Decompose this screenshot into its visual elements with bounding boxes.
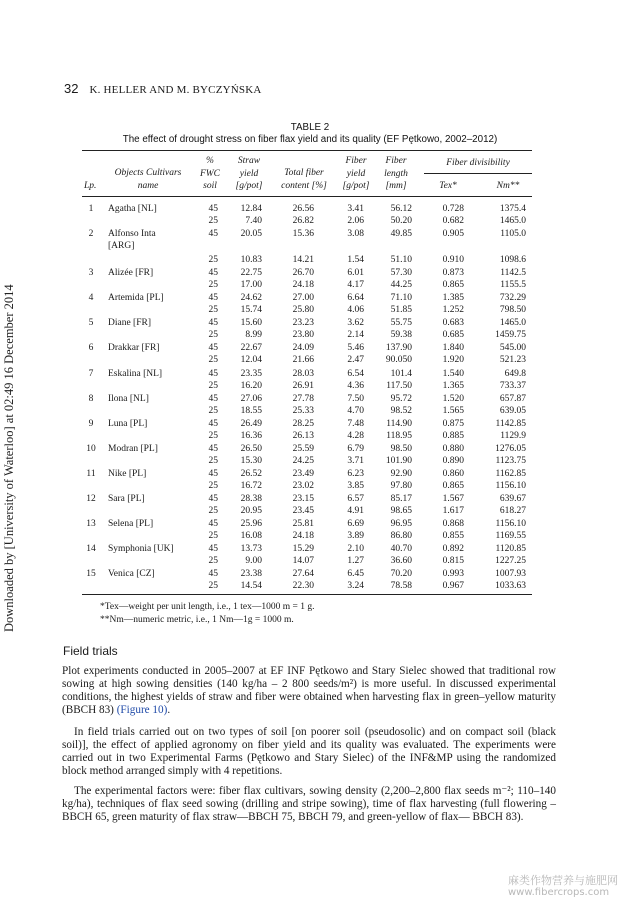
table-cell: 23.15 xyxy=(292,494,314,505)
table-cell: 732.29 xyxy=(499,293,526,304)
table-cell: 1142.85 xyxy=(495,418,526,429)
table-cell: 51.10 xyxy=(390,255,412,265)
table-cell: 45 xyxy=(208,544,218,555)
table-cell: 45 xyxy=(208,293,218,304)
table-cell: 98.65 xyxy=(390,506,412,516)
table-cell: 0.855 xyxy=(442,531,464,542)
table-cell: 12.84 xyxy=(240,204,262,214)
cultivar-name: Diane [FR] xyxy=(108,318,152,329)
table-cell: 101.4 xyxy=(390,368,412,379)
row-number: 14 xyxy=(86,544,96,555)
table-cell: 3.62 xyxy=(347,318,364,329)
table-cell: 45 xyxy=(208,519,218,530)
table-cell: 78.58 xyxy=(390,581,412,592)
table-cell: 28.25 xyxy=(292,418,314,429)
table-cell: 45 xyxy=(208,268,218,279)
table-cell: 15.29 xyxy=(292,544,314,555)
table-header-rule xyxy=(82,196,532,197)
table-cell: 13.73 xyxy=(240,544,262,555)
table-cell: 0.880 xyxy=(442,443,464,454)
table-cell: 17.00 xyxy=(240,280,262,291)
table-cell: 26.52 xyxy=(240,468,262,479)
table-cell: 1169.55 xyxy=(495,531,526,542)
divisibility-rule xyxy=(424,173,532,174)
col-lp: Lp. xyxy=(84,181,97,191)
table-cell: 96.95 xyxy=(390,519,412,530)
table-cell: 14.07 xyxy=(292,556,314,567)
table-cell: 28.03 xyxy=(292,368,314,379)
table-cell: 98.50 xyxy=(390,443,412,454)
table-cell: 22.30 xyxy=(292,581,314,592)
table-cell: 3.71 xyxy=(347,455,364,466)
table-cell: 3.89 xyxy=(347,531,364,542)
table-cell: 45 xyxy=(208,229,218,240)
row-number: 12 xyxy=(86,494,96,505)
table-cell: 1120.85 xyxy=(495,544,526,555)
table-cell: 0.685 xyxy=(442,330,464,341)
table-cell: 1465.0 xyxy=(499,215,526,226)
table-cell: 26.56 xyxy=(292,204,314,214)
table-cell: 45 xyxy=(208,393,218,404)
paragraph-3: The experimental factors were: fiber flax cultivars, sowing density (2,200–2,800 flax seeds m⁻²; 110–140 kg/ha), techniques of flax seed sowing (drilling and stripe sowing), time of flax harvesting (full flowering – BBCH 65, green maturity of flax straw—BBCH 75, BBCH 79, and green-yellow of flax— BBCH 83). xyxy=(62,785,556,824)
table-cell: 3.24 xyxy=(347,581,364,592)
table-cell: 6.23 xyxy=(347,468,364,479)
row-number: 13 xyxy=(86,519,96,530)
table-cell: 98.52 xyxy=(390,405,412,416)
table-cell: 2.06 xyxy=(347,215,364,226)
table-cell: 15.36 xyxy=(292,229,314,240)
table-cell: 6.54 xyxy=(347,368,364,379)
col-nm: Nm** xyxy=(496,181,520,191)
table-cell: 45 xyxy=(208,494,218,505)
col-straw-yield: Straw yield [g/pot] xyxy=(235,156,263,191)
table-cell: 1.540 xyxy=(442,368,464,379)
table-cell: 618.27 xyxy=(499,506,526,516)
table-cell: 0.993 xyxy=(442,569,464,580)
table-cell: 3.85 xyxy=(347,480,364,491)
table-cell: 26.70 xyxy=(292,268,314,279)
table-cell: 6.64 xyxy=(347,293,364,304)
table-cell: 22.75 xyxy=(240,268,262,279)
cultivar-name: Nike [PL] xyxy=(108,468,147,479)
table-cell: 0.905 xyxy=(442,229,464,240)
cultivar-name: Agatha [NL] xyxy=(108,204,157,214)
table-cell: 1.385 xyxy=(442,293,464,304)
cultivar-name: Drakkar [FR] xyxy=(108,343,160,354)
table-cell: 0.682 xyxy=(442,215,464,226)
table-cell: 1156.10 xyxy=(495,480,526,491)
table-cell: 25 xyxy=(208,581,218,592)
cultivar-name: [ARG] xyxy=(108,241,135,252)
table-cell: 25 xyxy=(208,355,218,366)
table-cell: 85.17 xyxy=(390,494,412,505)
table-cell: 649.8 xyxy=(504,368,526,379)
table-cell: 70.20 xyxy=(390,569,412,580)
table-cell: 45 xyxy=(208,569,218,580)
table-cell: 15.30 xyxy=(240,455,262,466)
col-fiber-length: Fiber length [mm] xyxy=(384,156,408,191)
author-names: K. HELLER AND M. BYCZYŃSKA xyxy=(89,84,262,96)
col-fwc: % FWC soil xyxy=(199,156,221,191)
table-cell: 16.20 xyxy=(240,380,262,391)
running-header xyxy=(64,81,262,97)
table-cell: 0.868 xyxy=(442,519,464,530)
table-cell: 27.78 xyxy=(292,393,314,404)
table-cell: 14.21 xyxy=(292,255,314,265)
download-notice: Downloaded by [University of Waterloo] at 02:49 16 December 2014 xyxy=(2,284,16,632)
table-cell: 26.91 xyxy=(292,380,314,391)
table-cell: 118.95 xyxy=(386,430,412,441)
table-cell: 27.00 xyxy=(292,293,314,304)
table-cell: 25 xyxy=(208,455,218,466)
cultivar-name: Eskalina [NL] xyxy=(108,368,163,379)
table-cell: 1156.10 xyxy=(495,519,526,530)
table-cell: 22.67 xyxy=(240,343,262,354)
table-cell: 4.36 xyxy=(347,380,364,391)
cultivar-name: Luna [PL] xyxy=(108,418,148,429)
table-cell: 24.09 xyxy=(292,343,314,354)
table-cell: 0.875 xyxy=(442,418,464,429)
table-cell: 2.14 xyxy=(347,330,364,341)
row-number: 15 xyxy=(86,569,96,580)
table-cell: 86.80 xyxy=(390,531,412,542)
table-cell: 1.617 xyxy=(442,506,464,516)
table-cell: 3.41 xyxy=(347,204,364,214)
row-number: 2 xyxy=(88,229,94,240)
table-cell: 23.49 xyxy=(292,468,314,479)
table-cell: 114.90 xyxy=(386,418,412,429)
table-cell: 521.23 xyxy=(499,355,526,366)
table-cell: 733.37 xyxy=(499,380,526,391)
cultivar-name: Symphonia [UK] xyxy=(108,544,174,555)
section-heading: Field trials xyxy=(63,644,118,658)
table-cell: 0.865 xyxy=(442,280,464,291)
table-cell: 12.04 xyxy=(240,355,262,366)
table-cell: 59.38 xyxy=(390,330,412,341)
table-cell: 6.79 xyxy=(347,443,364,454)
table-cell: 25 xyxy=(208,280,218,291)
table-cell: 92.90 xyxy=(390,468,412,479)
table-cell: 545.00 xyxy=(499,343,526,354)
table-cell: 6.01 xyxy=(347,268,364,279)
table-cell: 90.050 xyxy=(385,355,412,366)
table-cell: 23.23 xyxy=(292,318,314,329)
row-number: 7 xyxy=(88,368,94,379)
table-cell: 28.38 xyxy=(240,494,262,505)
table-cell: 0.860 xyxy=(442,468,464,479)
table-cell: 1.565 xyxy=(442,405,464,416)
table-cell: 5.46 xyxy=(347,343,364,354)
table-cell: 20.95 xyxy=(240,506,262,516)
table-cell: 25.96 xyxy=(240,519,262,530)
table-cell: 6.69 xyxy=(347,519,364,530)
table-cell: 1129.9 xyxy=(500,430,526,441)
table-cell: 25 xyxy=(208,430,218,441)
col-objects: Objects Cultivars name xyxy=(114,168,182,191)
table-cell: 40.70 xyxy=(390,544,412,555)
table-cell: 3.08 xyxy=(347,229,364,240)
table-cell: 50.20 xyxy=(390,215,412,226)
paragraph-2: In field trials carried out on two types of soil [on poorer soil (pseudosolic) and on compact soil (black soil)], the effect of applied agronomy on fiber yield and its quality was evaluated. The experiments were carried out in two Experimental Farms (Pętkowo and Stary Sielec) of the INF&MP using the randomized block method arranged simply with 4 repetitions. xyxy=(62,726,556,778)
table-cell: 6.57 xyxy=(347,494,364,505)
col-fiber-divisibility: Fiber divisibility xyxy=(446,158,510,168)
footnote-nm: **Nm—numeric metric, i.e., 1 Nm—1g = 1000 m. xyxy=(100,615,294,625)
table-cell: 24.62 xyxy=(240,293,262,304)
table-cell: 25 xyxy=(208,380,218,391)
table-cell: 45 xyxy=(208,418,218,429)
table-cell: 25.33 xyxy=(292,405,314,416)
table-cell: 23.45 xyxy=(292,506,314,516)
table-cell: 0.865 xyxy=(442,480,464,491)
table-cell: 45 xyxy=(208,343,218,354)
table-cell: 14.54 xyxy=(240,581,262,592)
table-cell: 25.81 xyxy=(292,519,314,530)
table-cell: 25.80 xyxy=(292,305,314,316)
table-cell: 27.06 xyxy=(240,393,262,404)
table-cell: 25 xyxy=(208,405,218,416)
paragraph-1: Plot experiments conducted in 2005–2007 at EF INF Pętkowo and Stary Sielec showed that traditional row sowing at high sowing densities (140 kg/ha – 2 800 seeds/m²) is more useful. In discussed experimental conditions, the highest yields of straw and fiber were obtained when harvesting flax in green–yellow maturity (BBCH 83) (Figure 10). xyxy=(62,665,556,717)
row-number: 9 xyxy=(88,418,94,429)
table-cell: 26.13 xyxy=(292,430,314,441)
table-cell: 6.45 xyxy=(347,569,364,580)
table-cell: 1.54 xyxy=(347,255,364,265)
table-cell: 1276.05 xyxy=(495,443,526,454)
table-cell: 24.18 xyxy=(292,531,314,542)
table-cell: 71.10 xyxy=(390,293,412,304)
table-cell: 0.892 xyxy=(442,544,464,555)
table-cell: 0.910 xyxy=(442,255,464,265)
table-cell: 1227.25 xyxy=(495,556,526,567)
table-cell: 4.91 xyxy=(347,506,364,516)
table-cell: 16.72 xyxy=(240,480,262,491)
table-cell: 10.83 xyxy=(240,255,262,265)
table-cell: 1.27 xyxy=(347,556,364,567)
row-number: 4 xyxy=(88,293,94,304)
table-cell: 4.17 xyxy=(347,280,364,291)
table-cell: 0.683 xyxy=(442,318,464,329)
row-number: 11 xyxy=(86,468,96,479)
table-cell: 26.49 xyxy=(240,418,262,429)
table-cell: 137.90 xyxy=(385,343,412,354)
table-cell: 25 xyxy=(208,480,218,491)
table-cell: 9.00 xyxy=(245,556,262,567)
table-cell: 57.30 xyxy=(390,268,412,279)
row-number: 5 xyxy=(88,318,94,329)
table-cell: 101.90 xyxy=(385,455,412,466)
table-cell: 24.18 xyxy=(292,280,314,291)
table-cell: 0.890 xyxy=(442,455,464,466)
table-cell: 798.50 xyxy=(499,305,526,316)
cultivar-name: Alizée [FR] xyxy=(108,268,154,279)
table-cell: 2.10 xyxy=(347,544,364,555)
row-number: 1 xyxy=(88,204,94,214)
table-title: The effect of drought stress on fiber flax yield and its quality (EF Pętkowo, 2002–2012) xyxy=(122,134,498,145)
cultivar-name: Artemida [PL] xyxy=(108,293,164,304)
table-top-rule xyxy=(82,150,532,151)
table-cell: 23.38 xyxy=(240,569,262,580)
table-cell: 0.873 xyxy=(442,268,464,279)
table-cell: 2.47 xyxy=(347,355,364,366)
table-cell: 25 xyxy=(208,556,218,567)
table-cell: 25 xyxy=(208,215,218,226)
table-cell: 20.05 xyxy=(240,229,262,240)
table-cell: 1142.5 xyxy=(500,268,526,279)
table-cell: 23.80 xyxy=(292,330,314,341)
table-cell: 1033.63 xyxy=(495,581,526,592)
figure-link[interactable]: (Figure 10) xyxy=(116,704,168,717)
table-cell: 1.920 xyxy=(442,355,464,366)
table-cell: 26.82 xyxy=(292,215,314,226)
table-cell: 25 xyxy=(208,531,218,542)
table-cell: 1.567 xyxy=(442,494,464,505)
table-cell: 16.36 xyxy=(240,430,262,441)
table-cell: 15.74 xyxy=(240,305,262,316)
cultivar-name: Venica [CZ] xyxy=(108,569,155,580)
table-cell: 45 xyxy=(208,204,218,214)
table-cell: 25 xyxy=(208,330,218,341)
table-cell: 36.60 xyxy=(390,556,412,567)
table-cell: 25 xyxy=(208,305,218,316)
table-cell: 23.35 xyxy=(240,368,262,379)
table-cell: 26.50 xyxy=(240,443,262,454)
table-cell: 45 xyxy=(208,368,218,379)
table-cell: 1375.4 xyxy=(499,204,526,214)
table-cell: 45 xyxy=(208,468,218,479)
table-cell: 1459.75 xyxy=(495,330,526,341)
cultivar-name: Sara [PL] xyxy=(108,494,145,505)
cultivar-name: Ilona [NL] xyxy=(108,393,149,404)
table-cell: 23.02 xyxy=(292,480,314,491)
footnote-tex: *Tex—weight per unit length, i.e., 1 tex—1000 m = 1 g. xyxy=(100,602,315,612)
table-cell: 1.840 xyxy=(442,343,464,354)
table-cell: 0.815 xyxy=(442,556,464,567)
table-cell: 0.728 xyxy=(442,204,464,214)
table-cell: 4.70 xyxy=(347,405,364,416)
table-cell: 51.85 xyxy=(390,305,412,316)
table-cell: 8.99 xyxy=(245,330,262,341)
table-cell: 1105.0 xyxy=(500,229,526,240)
table-cell: 56.12 xyxy=(390,204,412,214)
col-total-fiber: Total fiber content [%] xyxy=(281,168,327,191)
table-cell: 25.59 xyxy=(292,443,314,454)
table-cell: 16.08 xyxy=(240,531,262,542)
row-number: 6 xyxy=(88,343,94,354)
table-cell: 49.85 xyxy=(390,229,412,240)
table-cell: 7.50 xyxy=(347,393,364,404)
cultivar-name: Alfonso Inta xyxy=(108,229,156,240)
table-cell: 0.885 xyxy=(442,430,464,441)
cultivar-name: Modran [PL] xyxy=(108,443,158,454)
table-cell: 1155.5 xyxy=(500,280,526,291)
table-cell: 44.25 xyxy=(390,280,412,291)
page-number: 32 xyxy=(64,81,79,96)
table-cell: 27.64 xyxy=(292,569,314,580)
table-cell: 25 xyxy=(208,506,218,516)
table-cell: 1007.93 xyxy=(495,569,526,580)
table-cell: 97.80 xyxy=(390,480,412,491)
table-cell: 1162.85 xyxy=(495,468,526,479)
row-number: 10 xyxy=(86,443,96,454)
table-cell: 117.50 xyxy=(386,380,412,391)
table-cell: 7.40 xyxy=(245,215,262,226)
table-cell: 1.365 xyxy=(442,380,464,391)
table-cell: 7.48 xyxy=(347,418,364,429)
table-cell: 45 xyxy=(208,318,218,329)
table-cell: 15.60 xyxy=(240,318,262,329)
table-cell: 1.252 xyxy=(442,305,464,316)
table-cell: 639.05 xyxy=(499,405,526,416)
table-cell: 4.06 xyxy=(347,305,364,316)
table-cell: 18.55 xyxy=(240,405,262,416)
cultivar-name: Selena [PL] xyxy=(108,519,154,530)
table-cell: 1098.6 xyxy=(499,255,526,265)
table-cell: 21.66 xyxy=(292,355,314,366)
table-cell: 25 xyxy=(208,255,218,265)
table-cell: 1465.0 xyxy=(499,318,526,329)
table-cell: 0.967 xyxy=(442,581,464,592)
row-number: 3 xyxy=(88,268,94,279)
table-cell: 1.520 xyxy=(442,393,464,404)
table-bottom-rule xyxy=(82,594,532,595)
watermark: 麻类作物营养与施肥网 www.fibercrops.com xyxy=(508,874,618,898)
row-number: 8 xyxy=(88,393,94,404)
col-tex: Tex* xyxy=(439,181,457,191)
col-fiber-yield: Fiber yield [g/pot] xyxy=(342,156,370,191)
table-cell: 55.75 xyxy=(390,318,412,329)
table-label: TABLE 2 xyxy=(290,122,330,133)
table-cell: 4.28 xyxy=(347,430,364,441)
table-cell: 1123.75 xyxy=(495,455,526,466)
table-cell: 45 xyxy=(208,443,218,454)
table-cell: 95.72 xyxy=(390,393,412,404)
table-cell: 639.67 xyxy=(499,494,526,505)
table-cell: 657.87 xyxy=(499,393,526,404)
table-cell: 24.25 xyxy=(292,455,314,466)
